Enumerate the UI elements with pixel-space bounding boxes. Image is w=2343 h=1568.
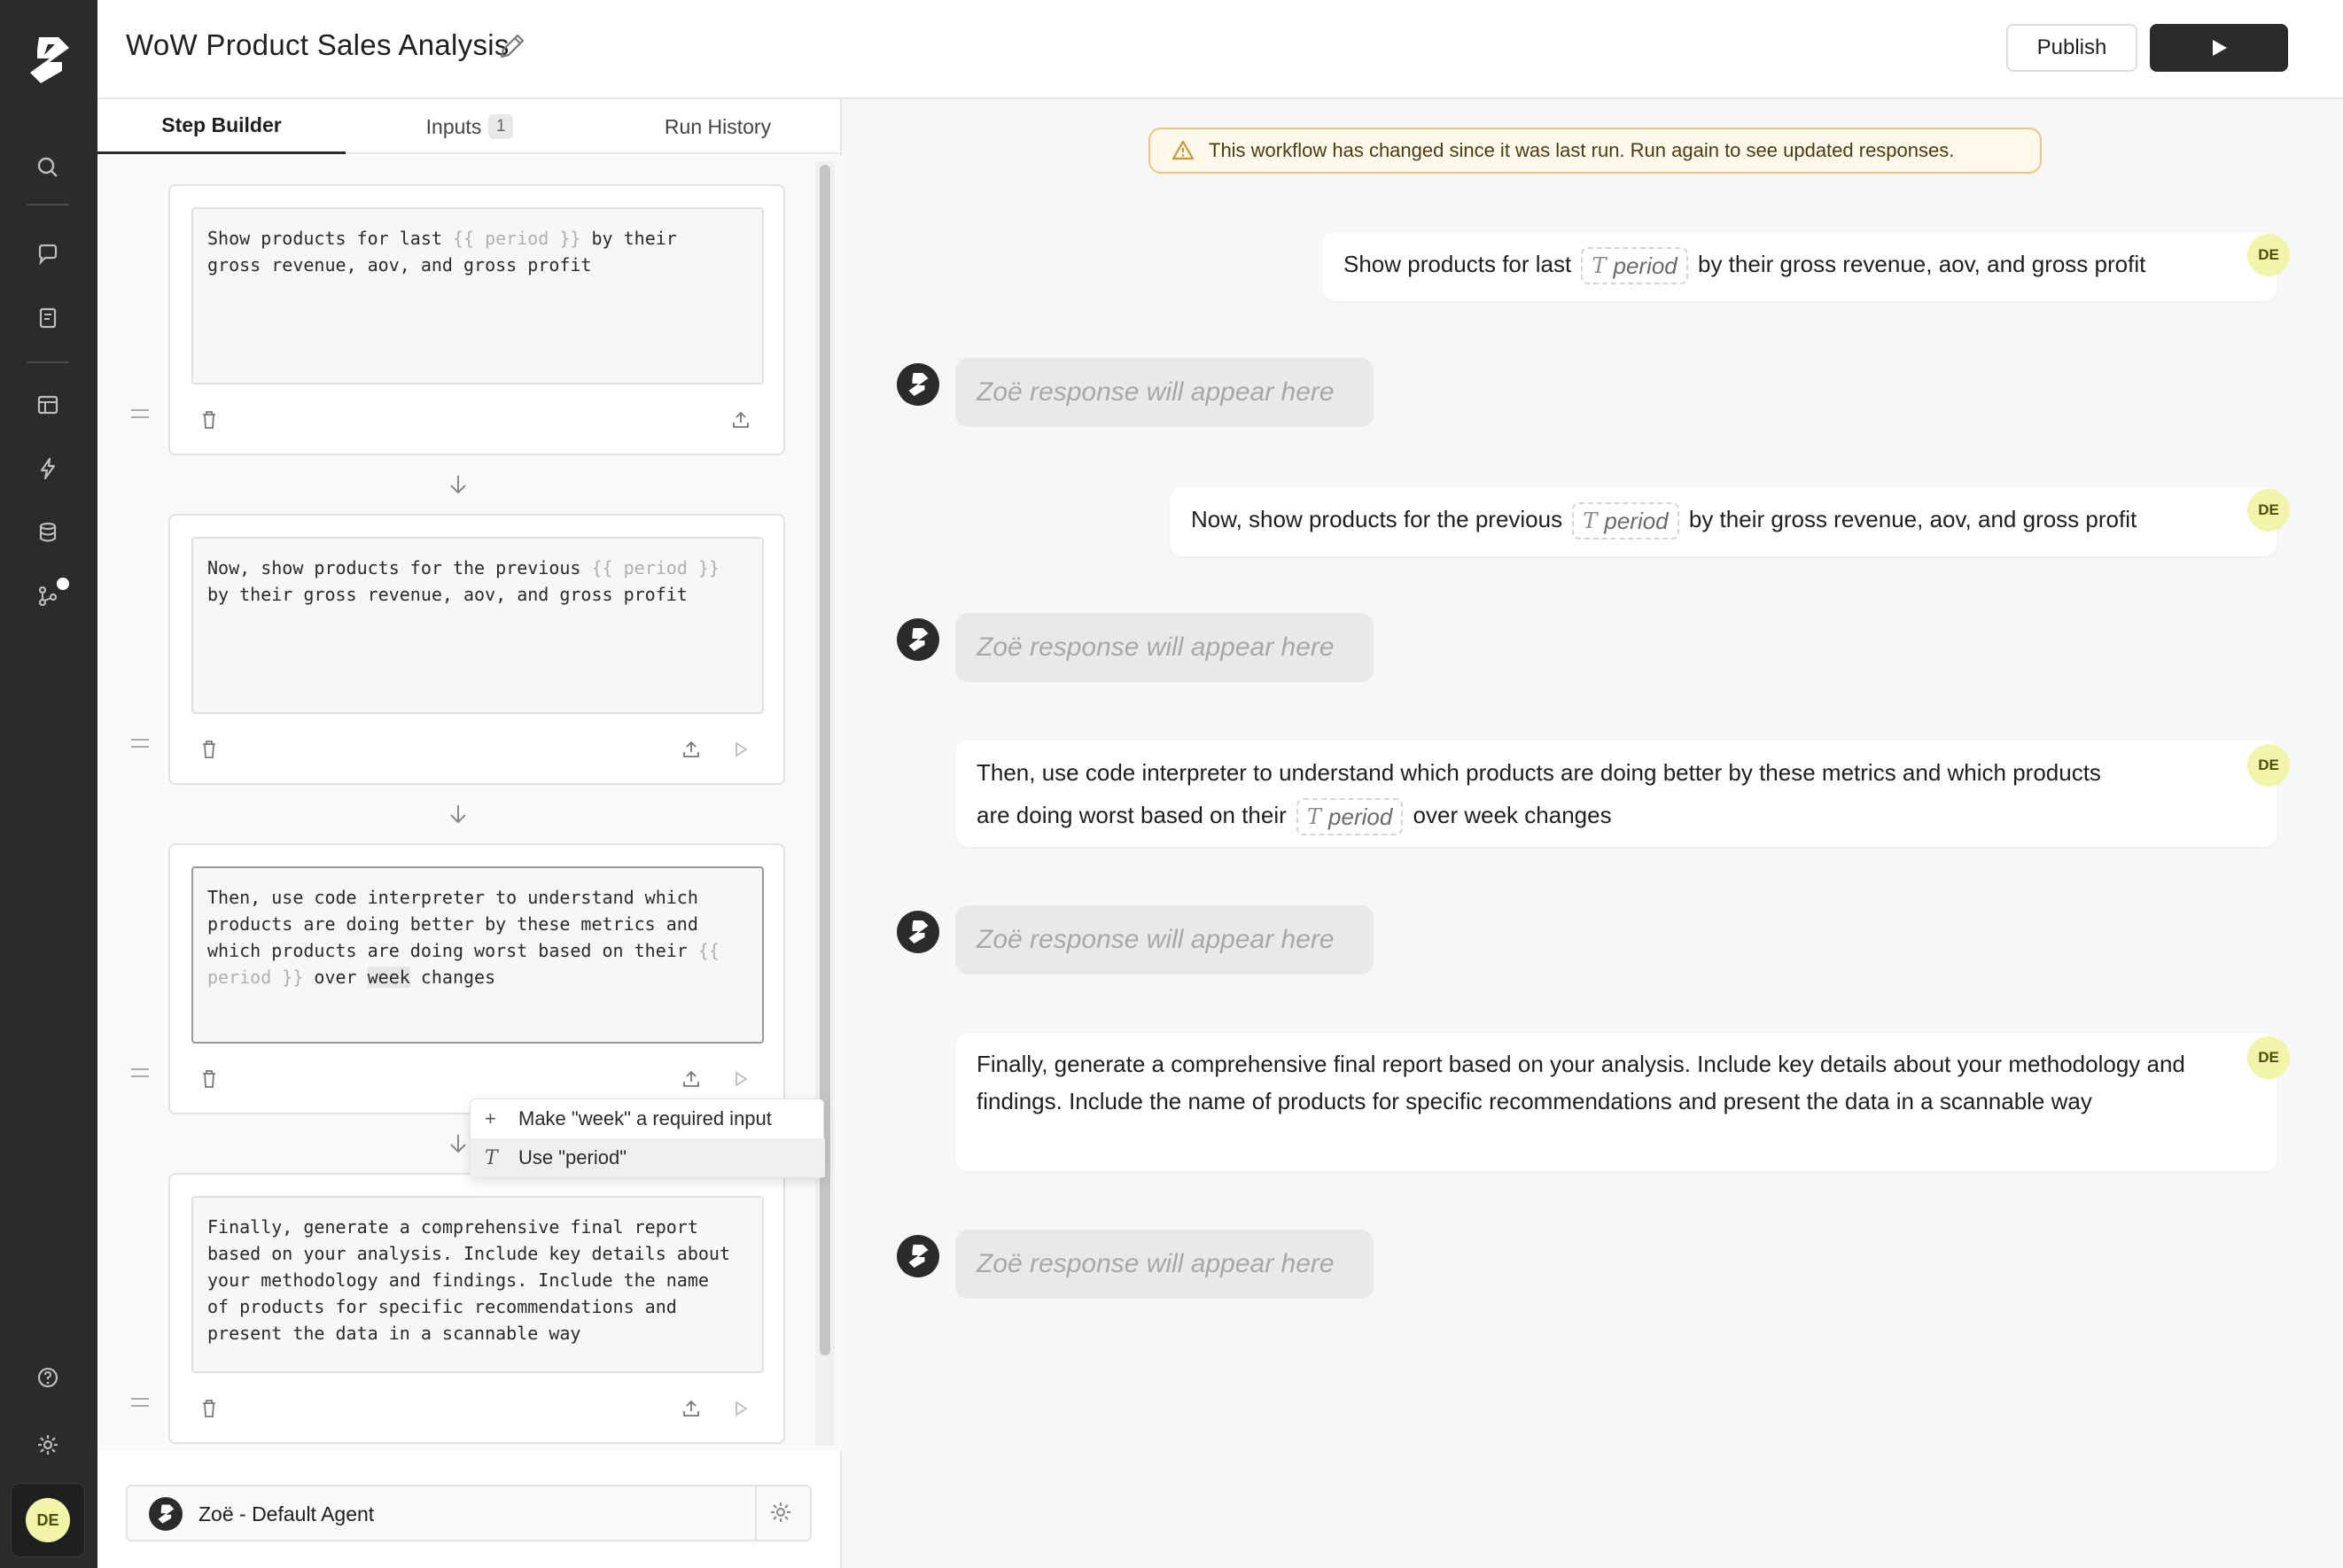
play-icon — [2209, 38, 2229, 58]
search-icon[interactable] — [33, 152, 63, 182]
variable-pill: T period — [1581, 247, 1687, 284]
nav-divider — [27, 204, 69, 206]
arrow-down-icon — [445, 1130, 471, 1157]
account-menu[interactable] — [11, 1483, 85, 1557]
user-message: Show products for last T period by their gross revenue, aov, and gross profit — [1322, 232, 2277, 301]
selected-word: week — [367, 966, 410, 988]
user-message: Finally, generate a comprehensive final report based on your analysis. Include key details about your methodology and findings. Include the name of products for specific recommendations and present the data in a scannable way — [955, 1033, 2277, 1171]
template-variable: {{ period }} — [207, 940, 720, 988]
user-avatar[interactable]: DE — [26, 1498, 70, 1542]
publish-button[interactable]: Publish — [2006, 24, 2137, 72]
share-step-icon[interactable] — [679, 1067, 704, 1091]
variable-suggestion-menu — [470, 1098, 824, 1178]
database-icon[interactable] — [33, 517, 63, 547]
agent-response-placeholder: Zoë response will appear here — [955, 613, 1374, 682]
tab-run-history[interactable]: Run History — [664, 114, 772, 138]
agent-name: Zoë - Default Agent — [198, 1502, 375, 1525]
step-prompt-input[interactable]: Show products for last {{ period }} by their gross revenue, aov, and gross profit — [191, 207, 764, 384]
tab-bar — [97, 99, 842, 154]
conversation-panel — [844, 99, 2343, 1568]
warning-icon — [1172, 140, 1195, 161]
run-step-icon[interactable] — [728, 1396, 753, 1421]
agent-avatar-icon — [897, 363, 939, 406]
notebook-icon[interactable] — [33, 303, 63, 333]
user-message: Then, use code interpreter to understand which products are doing better by these metrics and which products are doing worst based on their T period over week changes — [955, 741, 2277, 847]
drag-handle-icon[interactable] — [129, 408, 151, 420]
drag-handle-icon[interactable] — [129, 737, 151, 749]
arrow-down-icon — [445, 471, 471, 498]
agent-settings-icon[interactable] — [769, 1501, 796, 1527]
settings-icon[interactable] — [33, 1430, 63, 1460]
agent-avatar-icon — [897, 911, 939, 953]
user-avatar: DE — [2247, 489, 2290, 532]
help-icon[interactable] — [33, 1362, 63, 1393]
delete-step-icon[interactable] — [197, 408, 222, 432]
share-step-icon[interactable] — [679, 1396, 704, 1421]
step-prompt-input[interactable]: Then, use code interpreter to understand which products are doing better by these metrics and which products are doing worst based on their {{ period }} over week changes — [191, 866, 764, 1044]
agent-response-placeholder: Zoë response will appear here — [955, 1230, 1374, 1299]
make-required-input-option[interactable]: + Make "week" a required input — [485, 1107, 772, 1129]
step-card — [168, 843, 785, 1114]
header — [97, 0, 2343, 99]
run-step-icon[interactable] — [728, 1067, 753, 1091]
inputs-count-badge: 1 — [488, 114, 513, 139]
use-period-option[interactable]: T Use "period" — [471, 1138, 825, 1177]
share-step-icon[interactable] — [728, 408, 753, 432]
step-card — [168, 514, 785, 785]
user-avatar: DE — [2247, 1036, 2290, 1079]
variable-pill: T period — [1572, 502, 1678, 539]
agent-avatar-icon — [897, 618, 939, 661]
step-card — [168, 184, 785, 455]
drag-handle-icon[interactable] — [129, 1396, 151, 1409]
user-avatar: DE — [2247, 744, 2290, 787]
variable-pill: T period — [1296, 798, 1403, 835]
agent-response-placeholder: Zoë response will appear here — [955, 905, 1374, 974]
layout-icon[interactable] — [33, 390, 63, 420]
workflow-changed-banner: This workflow has changed since it was last run. Run again to see updated responses. — [1148, 128, 2042, 174]
agent-divider — [755, 1486, 757, 1540]
tab-inputs[interactable]: Inputs 1 — [346, 99, 594, 154]
step-prompt-input[interactable]: Finally, generate a comprehensive final report based on your analysis. Include key details about your methodology and findings. Include the name of products for specific recommendations and present the data in a scannable way — [191, 1196, 764, 1373]
user-message: Now, show products for the previous T period by their gross revenue, aov, and gross profit — [1170, 487, 2277, 556]
run-step-icon[interactable] — [728, 737, 753, 762]
edit-title-icon[interactable] — [496, 32, 528, 64]
sidebar — [0, 0, 97, 1568]
delete-step-icon[interactable] — [197, 1396, 222, 1421]
notification-dot — [57, 578, 69, 590]
template-variable: {{ period }} — [452, 228, 581, 249]
share-step-icon[interactable] — [679, 737, 704, 762]
steps-list — [97, 156, 842, 1451]
step-builder-panel — [97, 99, 842, 1568]
template-variable: {{ period }} — [591, 557, 720, 578]
agent-response-placeholder: Zoë response will appear here — [955, 358, 1374, 427]
step-card — [168, 1173, 785, 1444]
delete-step-icon[interactable] — [197, 1067, 222, 1091]
page-title: WoW Product Sales Analysis — [126, 28, 510, 61]
drag-handle-icon[interactable] — [129, 1067, 151, 1079]
nav-divider — [27, 361, 69, 363]
agent-logo-icon — [149, 1497, 183, 1531]
user-avatar: DE — [2247, 234, 2290, 276]
app-logo-icon[interactable] — [23, 32, 74, 89]
agent-avatar-icon — [897, 1235, 939, 1277]
step-prompt-input[interactable]: Now, show products for the previous {{ period }} by their gross revenue, aov, and gross profit — [191, 537, 764, 714]
lightning-icon[interactable] — [33, 454, 63, 484]
run-button[interactable] — [2150, 24, 2288, 72]
chat-icon[interactable] — [33, 239, 63, 269]
delete-step-icon[interactable] — [197, 737, 222, 762]
arrow-down-icon — [445, 801, 471, 827]
agent-selector[interactable] — [126, 1485, 812, 1541]
tab-step-builder[interactable]: Step Builder — [97, 99, 346, 154]
